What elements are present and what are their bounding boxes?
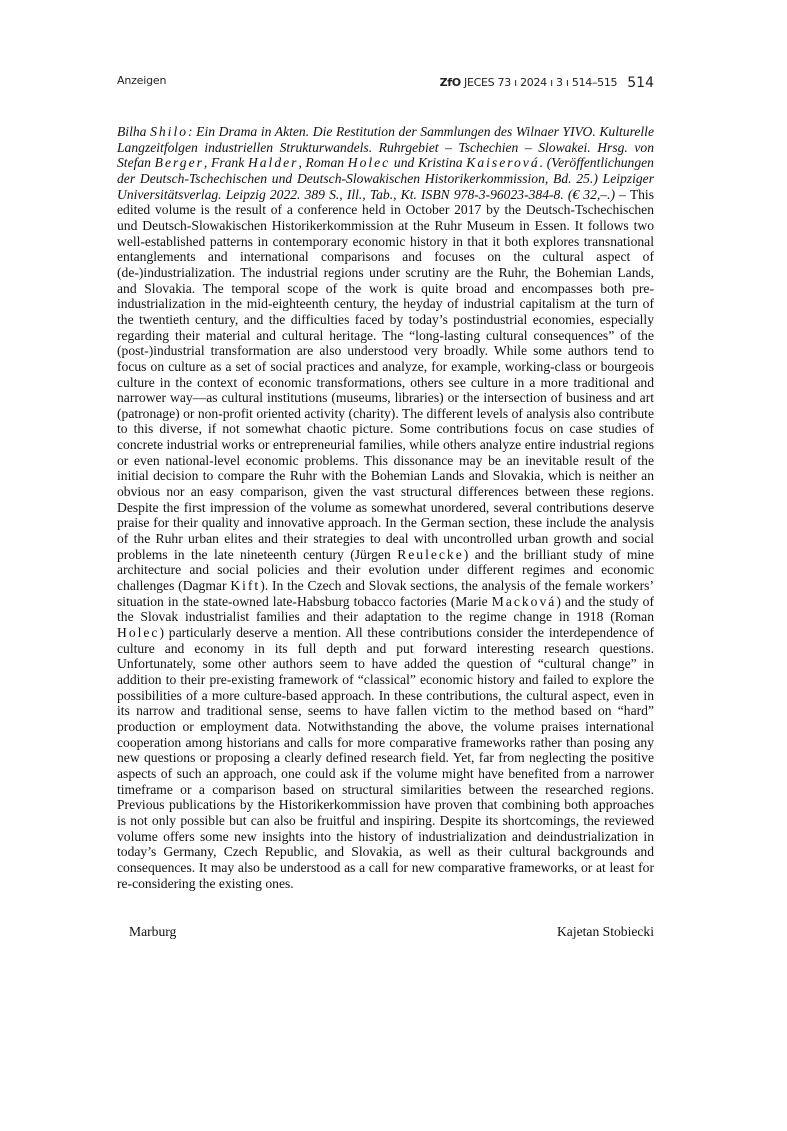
journal-citation [440,74,654,90]
bibliographic-entry: Bilha Shilo: Ein Drama in Akten. Die Restitution der Sammlungen des Wilnaer YIVO. Kulturelle Langzeitfolgen industriellen Strukturwandels. Ruhrgebiet – Tschechien – Slowakei. Hrsg. von Stefan Berger, Frank Halder, Roman Holec und Kristina Kaiserová. (Veröffentlichungen der Deutsch-Tschechischen und Deutsch-Slowakischen Historikerkommission, Bd. 25.) Leipziger Universitätsverlag. Leipzig 2022. 389 S., Ill., Tab., Kt. ISBN 978-3-96023-384-8. (€ 32,–.) [117,124,654,202]
page-number: 514 [627,75,654,91]
issue-citation: 73 ı 2024 ı 3 ı 514–515 [497,76,618,89]
publication-details: . (Veröffentlichungen der Deutsch-Tschechischen und Deutsch-Slowakischen Historikerkommission, Bd. 25.) Leipziger Universitätsverlag. Leipzig 2022. 389 S., Ill., Tab., Kt. ISBN 978-3-96023-384-8. (€ 32,–.) [117,155,654,202]
author-name: Shilo [150,124,189,139]
reviewer-name: Kajetan Stobiecki [556,924,654,939]
book-review [117,124,654,891]
contributor-name: Reulecke [397,546,464,562]
editor-name: Holec [347,155,391,171]
journal-name: ZfO [439,76,461,89]
contributor-name: Kift [230,578,261,594]
signature-location: Marburg [129,924,177,939]
section-label: Anzeigen [117,74,167,87]
review-signature [117,924,654,942]
contributor-name: Macková [491,593,557,609]
journal-code: JECES [464,76,495,89]
editor-name: Halder [247,155,299,171]
contributor-name: Holec [117,625,160,640]
editor-name: Kaiserová [466,155,540,171]
review-paragraph: Bilha Shilo: Ein Drama in Akten. Die Restitution der Sammlungen des Wilnaer YIVO. Kulturelle Langzeitfolgen industriellen Strukturwandels. Ruhrgebiet – Tschechien – Slowakei. Hrsg. von Stefan Berger, Frank Halder, Roman Holec und Kristina Kaiserová. (Veröffentlichungen der Deutsch-Tschechischen und Deutsch-Slowakischen Historikerkommission, Bd. 25.) Leipziger Universitätsverlag. Leipzig 2022. 389 S., Ill., Tab., Kt. ISBN 978-3-96023-384-8. (€ 32,–.) – This edited volume is the result of a conference held in October 2017 by the Deutsch-Tschechischen und Deutsch-Slowakischen Historikerkommission at the Ruhr Museum in Essen. It follows two well-established patterns in contemporary economic history in that it both explores transnational entanglements and international comparisons and focuses on the cultural aspect of (de-)industrialization. The industrial regions under scrutiny are the Ruhr, the Bohemian Lands, and Slovakia. The temporal scope of the work is quite broad and encompasses both pre-industrialization in the mid-eighteenth century, the heyday of industrial capitalism at the turn of the twentieth century, and the difficulties faced by today’s postindustrial economies, especially regarding their material and cultural heritage. The “long-lasting cultural consequences” of the (post-)industrial transformation are also understood very broadly. While some authors tend to focus on culture as a set of social practices and analyze, for example, working-class or bourgeois culture in the context of economic transformations, others see culture in a more traditional and narrower way—as cultural institutions (museums, libraries) or the intersection of business and art (patronage) or non-profit oriented activity (charity). The different levels of analysis also contribute to this diverse, if not somewhat chaotic picture. Some contributions focus on case studies of concrete industrial works or entrepreneurial families, while others analyze entire industrial regions or even national-level economic problems. This dissonance may be an inevitable result of the initial decision to compare the Ruhr with the Bohemian Lands and Slovakia, which is neither an obvious nor an easy comparison, given the vast structural differences between these regions. Despite the first impression of the volume as somewhat unordered, several contributions deserve praise for their quality and innovative approach. In the German section, these include the analysis of the Ruhr urban elites and their strategies to deal with uncontrolled urban growth and social problems in the late nineteenth century (Jürgen Reulecke) and the brilliant study of mine architecture and social policies and their evolution under different regimes and economic challenges (Dagmar Kift). In the Czech and Slovak sections, the analysis of the female workers’ situation in the state-owned late-Habsburg tobacco factories (Marie Macková) and the study of the Slovak industrialist families and their adaptation to the regime change in 1918 (Roman Holec) particularly deserve a mention. All these contributions consider the interdependence of culture and economy in its full depth and put forward interesting research questions. Unfortunately, some other authors seem to have added the question of “cultural change” in addition to their pre-existing framework of “classical” economic history and failed to explore the possibilities of a more culture-based approach. In these contributions, the cultural aspect, even in its narrow and traditional sense, seems to have fallen victim to the method based on “hard” production or employment data. Notwithstanding the above, the volume praises international cooperation among historians and calls for more comparative frameworks rather than posing any new questions or proposing a clearly defined research field. Yet, far from neglecting the positive aspects of such an approach, one could ask if the volume might have benefited from a narrower timeframe or a comparison based on structural similarities between the researched regions. Previous publications by the Historikerkommission have proven that combining both approaches is not only possible but can also be fruitful and inspiring. Despite its shortcomings, the reviewed volume offers some new insights into the history of industrialization and deindustrialization in today’s Germany, Czech Republic, and Slovakia, as well as their cultural backgrounds and consequences. It may also be understood as a call for new comparative frameworks, or at least for re-considering the existing ones. [117,124,654,891]
running-header [117,74,654,92]
editor-name: Berger [154,155,204,171]
book-title: : Ein Drama in Akten. Die Restitution der Sammlungen des Wilnaer YIVO. Kulturelle Langzeitfolgen industriellen Strukturwandels. Ruhrgebiet – Tschechien – Slowakei. Hrsg. von Stefan [117,124,654,171]
review-body: – This edited volume is the result of a conference held in October 2017 by the Deutsch-Tschechischen und Deutsch-Slowakischen Historikerkommission at the Ruhr Museum in Essen. It follows two well-established patterns in contemporary economic history in that it both explores transnational entanglements and international comparisons and focuses on the cultural aspect of (de-)industrialization. The industrial regions under scrutiny are the Ruhr, the Bohemian Lands, and Slovakia. The temporal scope of the work is quite broad and encompasses both pre-industrialization in the mid-eighteenth century, the heyday of industrial capitalism at the turn of the twentieth century, and the difficulties faced by today’s postindustrial economies, especially regarding their material and cultural heritage. The “long-lasting cultural consequences” of the (post-)industrial transformation are also understood very broadly. While some authors tend to focus on culture as a set of social practices and analyze, for example, working-class or bourgeois culture in the context of economic transformations, others see culture in a more traditional and narrower way—as cultural institutions (museums, libraries) or the intersection of business and art (patronage) or non-profit oriented activity (charity). The different levels of analysis also contribute to this diverse, if not somewhat chaotic picture. Some contributions focus on case studies of concrete industrial works or entrepreneurial families, while others analyze entire industrial regions or even national-level economic problems. This dissonance may be an inevitable result of the initial decision to compare the Ruhr with the Bohemian Lands and Slovakia, which is neither an obvious nor an easy comparison, given the vast structural differences between these regions. Despite the first impression of the volume as somewhat unordered, several contributions deserve praise for their quality and innovative approach. In the German section, these include the analysis of the Ruhr urban elites and their strategies to deal with uncontrolled urban growth and social problems in the late nineteenth century (Jürgen [117,186,654,562]
